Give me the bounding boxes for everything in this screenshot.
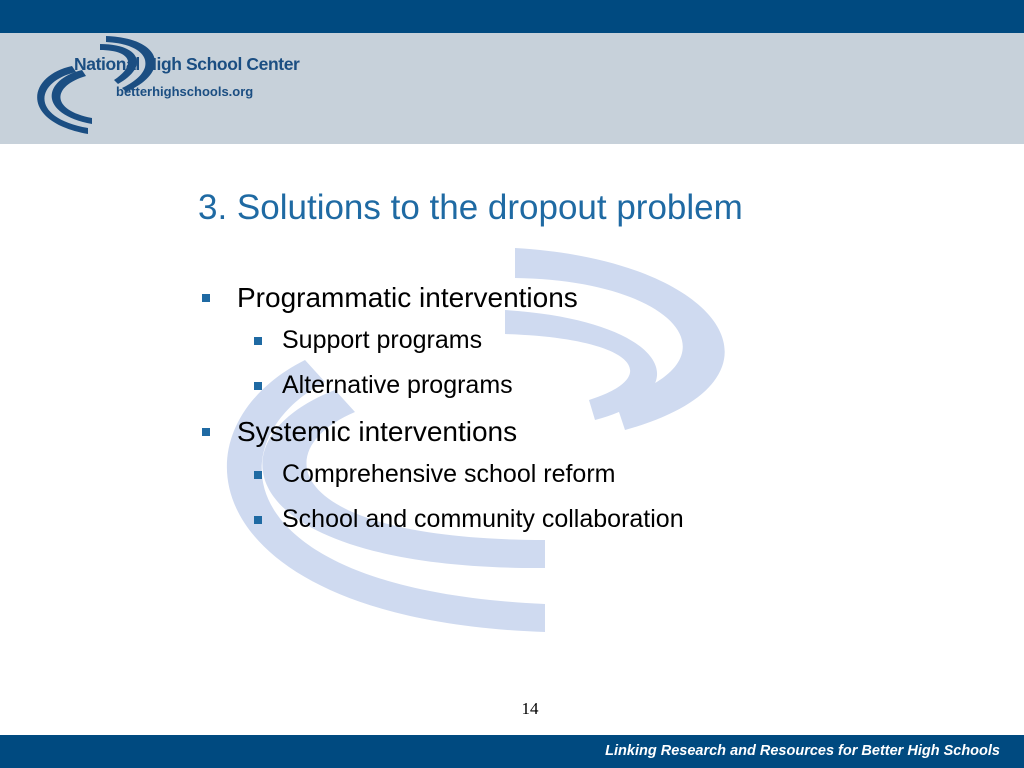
- square-bullet-icon: [202, 428, 210, 436]
- sub-bullet-text: Comprehensive school reform: [282, 460, 616, 488]
- square-bullet-icon: [254, 382, 262, 390]
- square-bullet-icon: [254, 516, 262, 524]
- square-bullet-icon: [254, 337, 262, 345]
- org-url: betterhighschools.org: [116, 84, 254, 99]
- bullet-text: Programmatic interventions: [237, 282, 578, 313]
- page-number: 14: [521, 699, 539, 718]
- footer-tagline: Linking Research and Resources for Better High Schools: [605, 743, 1000, 759]
- sub-bullet-item: [198, 456, 978, 501]
- square-bullet-icon: [254, 471, 262, 479]
- bullet-item: [198, 412, 978, 456]
- bullet-list: [198, 278, 978, 546]
- sub-bullet-item: [198, 367, 978, 412]
- footer-bar: [0, 735, 1024, 768]
- sub-bullet-text: Alternative programs: [282, 371, 513, 399]
- org-name: National High School Center: [74, 54, 300, 74]
- sub-bullet-item: [198, 501, 978, 546]
- slide-title: 3. Solutions to the dropout problem: [198, 188, 743, 227]
- sub-bullet-text: School and community collaboration: [282, 505, 684, 533]
- bullet-item: [198, 278, 978, 322]
- top-banner-bar: [0, 0, 1024, 33]
- bullet-text: Systemic interventions: [237, 416, 518, 447]
- sub-bullet-text: Support programs: [282, 326, 483, 354]
- square-bullet-icon: [202, 294, 210, 302]
- sub-bullet-item: [198, 322, 978, 367]
